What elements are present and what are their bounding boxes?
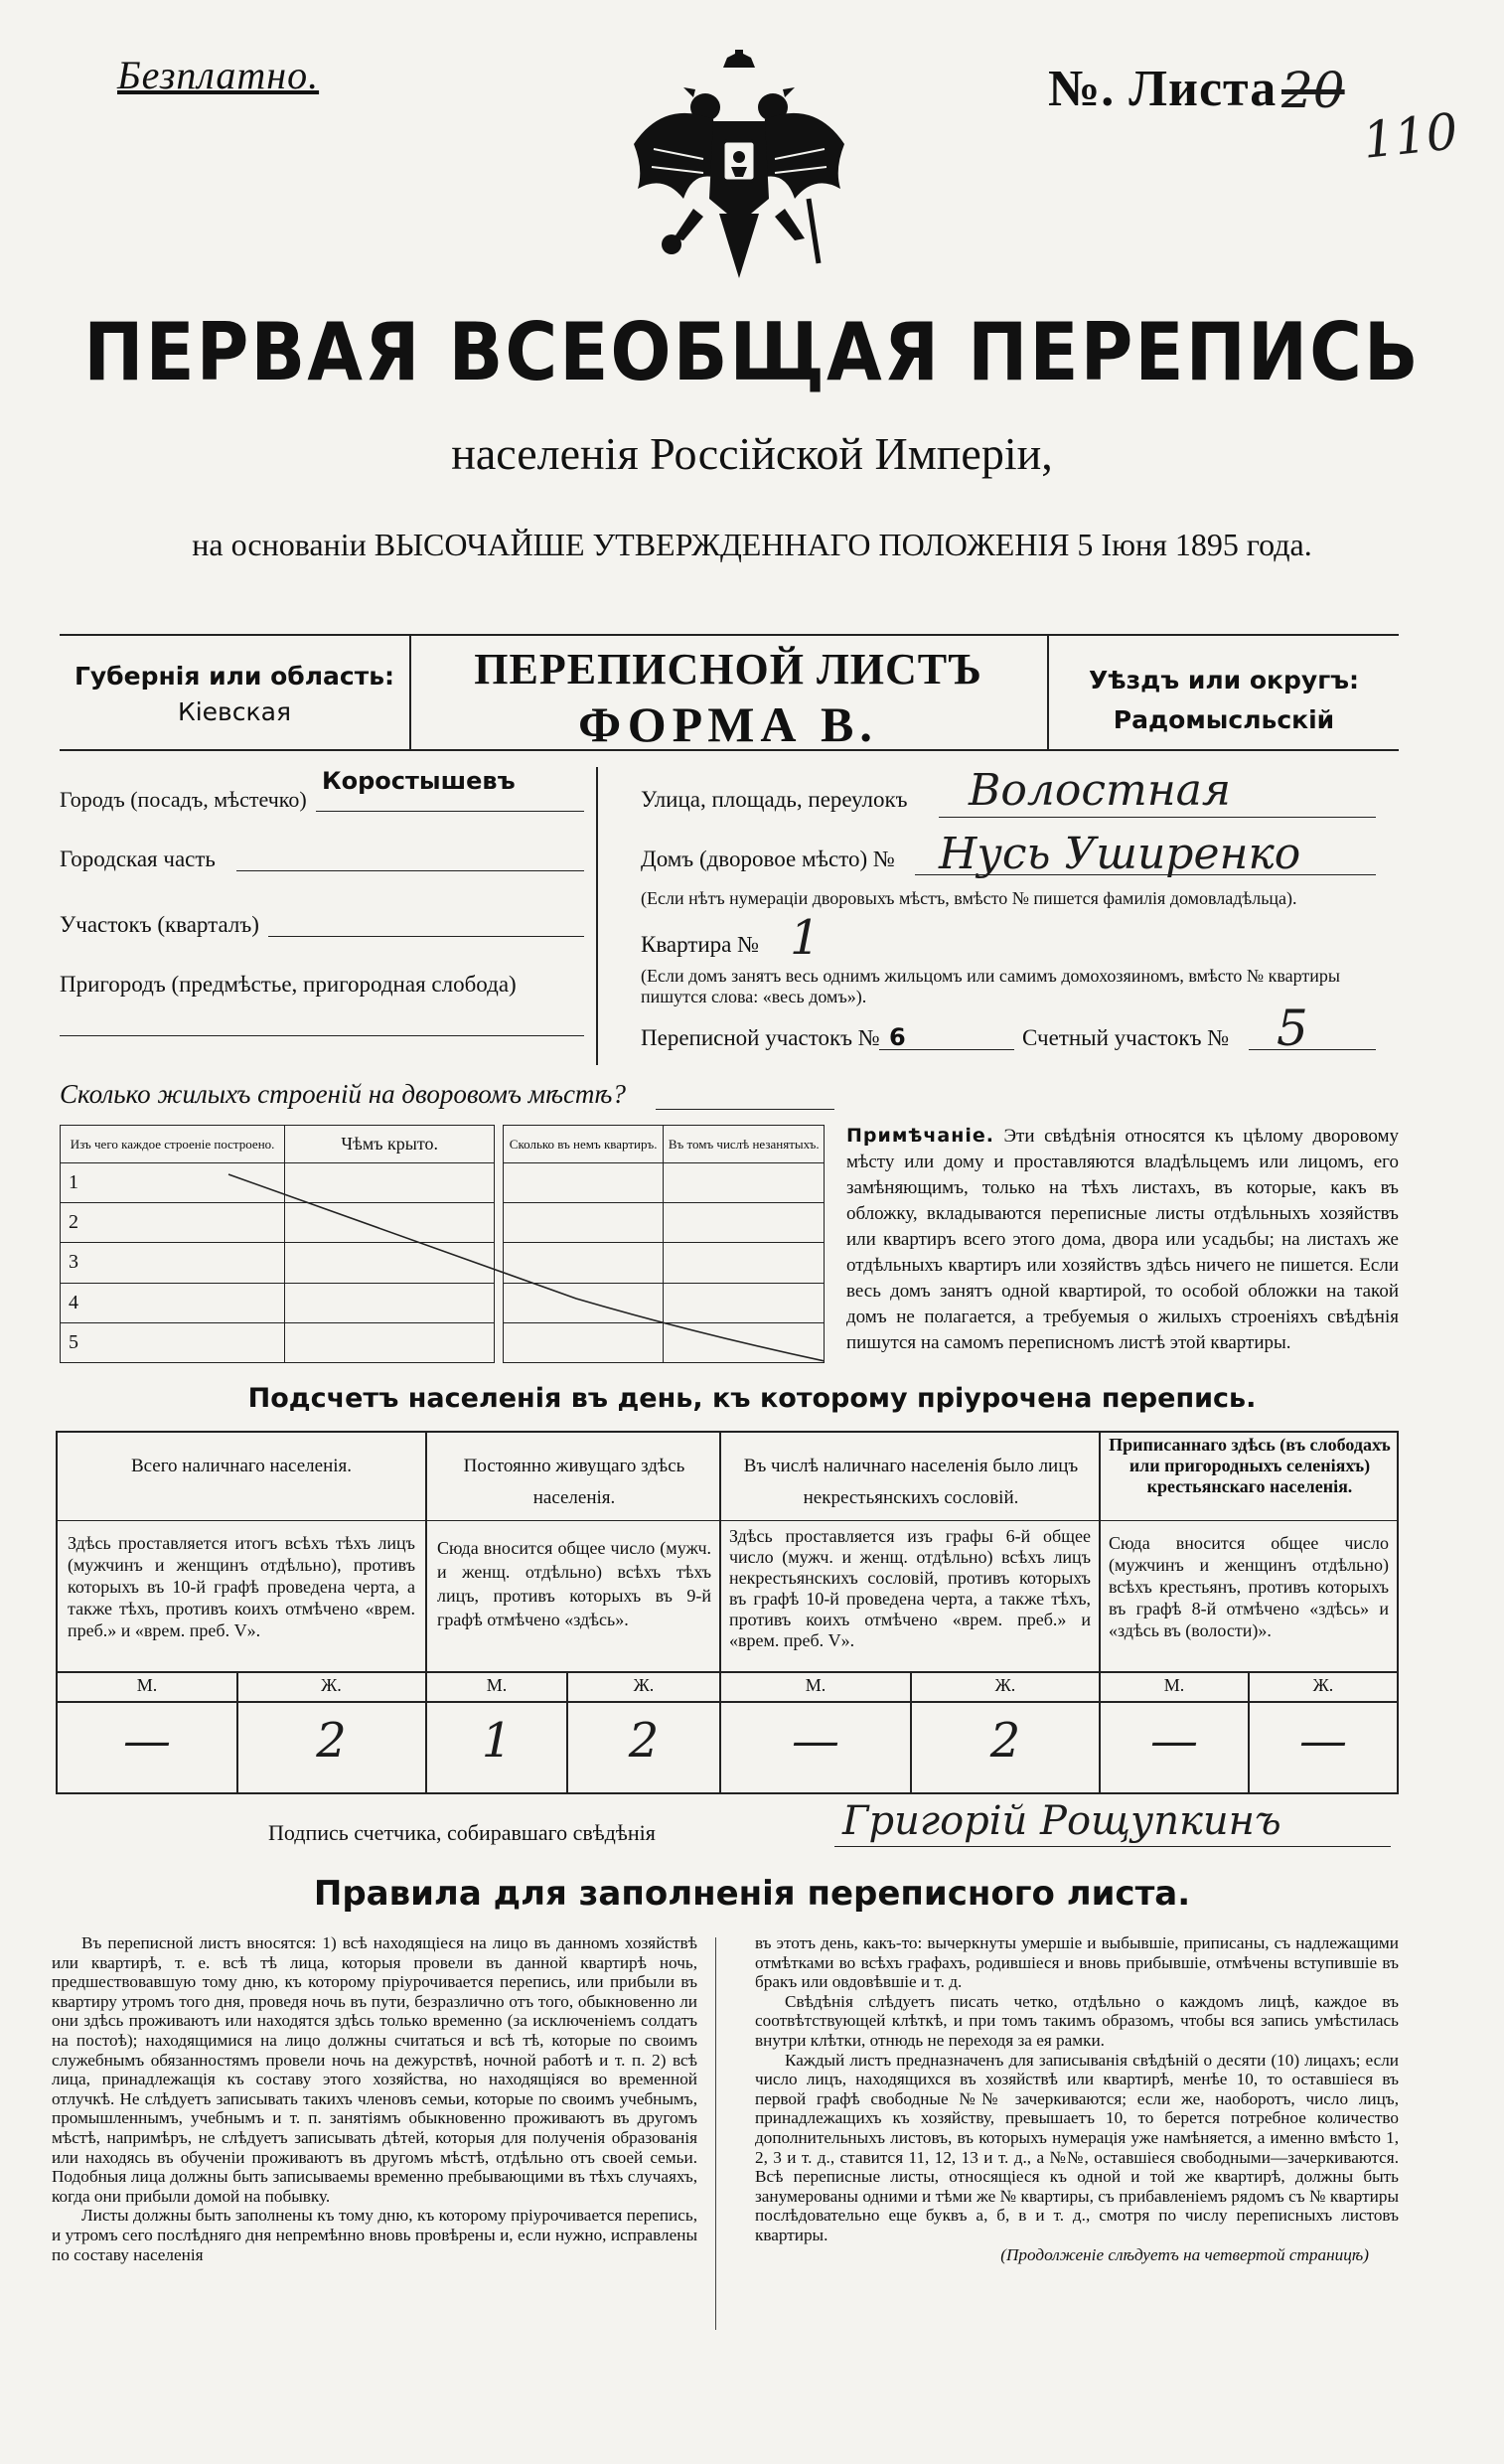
- buildings-question: Сколько жилыхъ строеній на дворовомъ мѣстѣ?: [60, 1079, 626, 1109]
- street-line: [939, 817, 1376, 818]
- street-label: Улица, площадь, переулокъ: [641, 787, 908, 812]
- sheet-title: ПЕРЕПИСНОЙ ЛИСТЪ: [474, 645, 982, 693]
- city-part-line: [236, 870, 584, 871]
- form-label: ФОРМА В.: [578, 696, 878, 752]
- signature-line: [834, 1846, 1391, 1847]
- count-col3-zh-label: Ж.: [994, 1675, 1016, 1695]
- rules-continued: (Продолженіе слѣдуетъ на четвертой страницѣ): [1000, 2244, 1369, 2264]
- basis-line: на основаніи ВЫСОЧАЙШЕ УТВЕРЖДЕННАГО ПОЛОЖЕНІЯ 5 Іюня 1895 года.: [192, 527, 1312, 562]
- count-col3-desc: Здѣсь проставляется изъ графы 6-й общее число (мужч. и женщ. отдѣльно) всѣхъ лицъ некрестьянскихъ сословій, противъ которыхъ въ графѣ 10-й проведена черта, а также тѣхъ, противъ коихъ отмѣчено «врем. преб.» и «врем. преб. V».: [729, 1526, 1091, 1650]
- count-area-line: [1249, 1049, 1376, 1050]
- table-row: 2: [61, 1203, 825, 1243]
- buildings-header-apartments: Сколько въ немъ квартиръ.: [503, 1126, 664, 1163]
- census-area-label: Переписной участокъ №: [641, 1025, 880, 1050]
- count-title: Подсчетъ населенія въ день, къ которому пріурочена перепись.: [247, 1383, 1257, 1414]
- count-col3-zh-value: 2: [989, 1713, 1021, 1769]
- rules-right-column: [755, 1933, 1399, 2264]
- signature-label: Подпись счетчика, собиравшаго свѣдѣнія: [268, 1820, 656, 1845]
- district-line: [268, 936, 584, 937]
- form-header-box: [60, 634, 1399, 751]
- city-line: [316, 811, 584, 812]
- buildings-header-material: Изъ чего каждое строеніе построено.: [61, 1126, 285, 1163]
- count-col1-zh-label: Ж.: [321, 1675, 342, 1695]
- count-col1-head: Всего наличнаго населенія.: [130, 1456, 353, 1476]
- apartment-value: 1: [790, 910, 821, 966]
- table-row: 1: [61, 1163, 825, 1203]
- address-right-column: [641, 765, 1406, 1063]
- street-value: Волостная: [969, 765, 1232, 816]
- count-col4-zh-value: —: [1299, 1713, 1347, 1769]
- note-text: Эти свѣдѣнія относятся къ цѣлому дворовому мѣсту или дому и проставляются владѣльцемъ или лицомъ, его замѣняющимъ, только на тѣхъ листахъ, въ которые, какъ въ обложку, вкладываются переписные листы отдѣльныхъ хозяйствъ или квартиръ всего этого дома, двора или усадьбы; на листахъ же отдѣльныхъ квартиръ или хозяйствъ здѣсь ничего не пишется. Если весь домъ занятъ одной квартирой, то особой обложки на такой домъ не полагается, а требуемыя о жилыхъ строеніяхъ свѣдѣнія пишутся на самомъ переписномъ листѣ этой квартиры.: [846, 1126, 1399, 1353]
- main-title: ПЕРВАЯ ВСЕОБЩАЯ ПЕРЕПИСЬ: [83, 304, 1421, 399]
- count-col3-head: Въ числѣ наличнаго населенія было лицъ некрестьянскихъ сословій.: [743, 1456, 1079, 1508]
- suburb-line: [60, 1035, 584, 1036]
- count-col1-m-label: М.: [136, 1675, 158, 1695]
- bleed-through-area: [10, 179, 606, 318]
- uezd-label: Уѣздъ или округъ:: [1088, 666, 1360, 694]
- count-col1-m-value: —: [123, 1713, 171, 1769]
- buildings-question-line: [656, 1109, 834, 1110]
- count-table: [56, 1431, 1399, 1794]
- census-area-value: 6: [889, 1023, 906, 1051]
- table-row: 3: [61, 1243, 825, 1283]
- bleed-through-area-right: [1053, 149, 1470, 298]
- count-area-value: 5: [1277, 1000, 1308, 1057]
- rules-left-column: [52, 1933, 697, 2264]
- sheet-number-corner: 110: [1360, 102, 1461, 170]
- table-row: 5: [61, 1322, 825, 1362]
- house-note: (Если нѣтъ нумераціи дворовыхъ мѣстъ, вмѣсто № пишется фамилія домовладѣльца).: [641, 888, 1297, 908]
- count-col1-zh-value: 2: [316, 1713, 347, 1769]
- double-headed-eagle-emblem: [624, 50, 854, 288]
- strike-through-line: [60, 1125, 825, 1363]
- address-left-column: [60, 765, 596, 1043]
- count-col4-head: Приписаннаго здѣсь (въ слободахъ или пригородныхъ селеніяхъ) крестьянскаго населенія.: [1109, 1435, 1391, 1496]
- buildings-header-roof: Чѣмъ крыто.: [285, 1126, 495, 1163]
- signature-value: Григорій Рощупкинъ: [842, 1798, 1281, 1844]
- subtitle: населенія Россійской Имперіи,: [451, 428, 1053, 479]
- uezd-value: Радомысльскій: [1113, 705, 1335, 734]
- count-col1-desc: Здѣсь проставляется итогъ всѣхъ тѣхъ лицъ (мужчинъ и женщинъ отдѣльно), противъ которыхъ въ 10-й графѣ проведена черта, а также тѣхъ, противъ коихъ отмѣчено «врем. преб.» и «врем. преб. V».: [68, 1533, 415, 1640]
- count-col2-zh-value: 2: [628, 1713, 660, 1769]
- count-col4-m-value: —: [1150, 1713, 1198, 1769]
- count-col2-head: Постоянно живущаго здѣсь населенія.: [463, 1456, 685, 1508]
- city-value: Коростышевъ: [322, 767, 516, 795]
- count-col2-desc: Сюда вносится общее число (мужч. и женщ. отдѣльно) всѣхъ тѣхъ лицъ, противъ которыхъ въ 9-й графѣ отмѣчено «здѣсь».: [437, 1538, 711, 1629]
- table-row: 4: [61, 1283, 825, 1322]
- rules-title: Правила для заполненія переписного листа.: [313, 1874, 1191, 1914]
- rules-right-paragraph-1: въ этотъ день, какъ-то: вычеркнуты умершіе и выбывшіе, приписаны, съ надлежащими отмѣтками во всѣхъ графахъ, родившіеся и вновь прибывшіе, отмѣчены вступившіе въ бракъ или овдовѣвшіе и т. д.: [755, 1933, 1399, 1992]
- count-col4-zh-label: Ж.: [1312, 1675, 1334, 1695]
- house-value: Нусь Уширенко: [939, 829, 1301, 879]
- free-label: Безплатно.: [117, 53, 320, 97]
- count-col2-zh-label: Ж.: [633, 1675, 655, 1695]
- gubernia-value: Кіевская: [177, 697, 291, 726]
- rules-left-paragraph-2: Листы должны быть заполнены къ тому дню, къ которому пріурочивается перепись, и утромъ сего послѣдняго дня непремѣнно вновь провѣрены и, если нужно, исправлены по составу населенія: [52, 2206, 697, 2264]
- rules-right-paragraph-3: Каждый листъ предназначенъ для записыванія свѣдѣній о десяти (10) лицахъ; если число лицъ, находящихся въ хозяйствѣ или квартирѣ, менѣе 10, то оставшіеся въ первой графѣ свободные №№ зачеркиваются; если же, наоборотъ, число лицъ, принадлежащихъ къ хозяйству, превышаетъ 10, то берется потребное количество дополнительныхъ листовъ, въ которыхъ нумерація уже намѣняется, а именно вмѣсто 1, 2, 3 и т. д., ставится 11, 12, 13 и т. д., а №№, оставшіеся свободными—зачеркиваются. Всѣ переписные листы, относящіеся къ одной и той же квартирѣ, должны быть занумерованы одними и тѣми же № квартиры, съ прибавленіемъ рядомъ съ № квартиры послѣдовательно еще буквъ а, б, в и т. д., смотря по числу переписныхъ листовъ квартиры.: [755, 2050, 1399, 2244]
- district-label: Участокъ (кварталъ): [60, 912, 259, 937]
- house-label: Домъ (дворовое мѣсто) №: [641, 847, 895, 871]
- rules-right-paragraph-2: Свѣдѣнія слѣдуетъ писать четко, отдѣльно о каждомъ лицѣ, каждое въ соотвѣтствующей клѣткѣ, и при томъ такимъ образомъ, чтобы вся запись умѣстилась внутри клѣтки, отнюдь не переходя за ея рамки.: [755, 1991, 1399, 2050]
- house-line: [915, 874, 1376, 875]
- buildings-header-vacant: Въ томъ числѣ незанятыхъ.: [664, 1126, 825, 1163]
- apartment-label: Квартира №: [641, 932, 760, 957]
- rules-divider: [715, 1937, 716, 2330]
- address-divider: [596, 767, 598, 1065]
- buildings-note: [846, 1123, 1399, 1356]
- suburb-label: Пригородъ (предмѣстье, пригородная слобода): [60, 972, 517, 997]
- rules-left-paragraph-1: Въ переписной листъ вносятся: 1) всѣ находящіеся на лицо въ данномъ хозяйствѣ или квартирѣ, т. е. всѣ тѣ лица, которыя провели въ данной квартирѣ ночь, предшествовавшую тому дню, къ которому пріурочивается перепись, или прибыли въ квартиру утромъ того дня, проведя ночь въ пути, безразлично отъ того, обыкновенно ли они здѣсь проживаютъ или находятся здѣсь только временно (за исключеніемъ солдатъ на постоѣ); находящимися на лицо должны считаться и всѣ тѣ, которые по своимъ служебнымъ обязанностямъ провели ночь на дежурствѣ, ночной работѣ и т. п. 2) всѣ лица, принадлежащія къ составу этого хозяйства, но находящіяся во временной отлучкѣ. Не слѣдуетъ записывать такихъ членовъ семьи, которые по своимъ учебнымъ, промышленнымъ, учебнымъ и т. п. занятіямъ обыкновенно проживаютъ въ другомъ мѣстѣ, напримѣръ, не слѣдуетъ записывать дѣтей, которыя для полученія образованія или находясь въ обученіи проживаютъ въ другомъ мѣстѣ, отдѣльно отъ своей семьи. Подобныя лица должны быть записываемы временно пребывающими въ тѣхъ случаяхъ, когда они прибыли домой на побывку.: [52, 1933, 697, 2206]
- count-col4-desc: Сюда вносится общее число (мужчинъ и женщинъ отдѣльно) всѣхъ крестьянъ, противъ которыхъ въ графѣ 8-й отмѣчено «здѣсь» и «здѣсь въ (волости)».: [1109, 1533, 1389, 1640]
- sheet-number-label: №. Листа: [1048, 61, 1278, 117]
- city-part-label: Городская часть: [60, 847, 216, 871]
- count-col3-m-value: —: [792, 1713, 839, 1769]
- city-label: Городъ (посадъ, мѣстечко): [60, 787, 307, 812]
- count-col4-m-label: М.: [1163, 1675, 1185, 1695]
- count-col2-m-value: 1: [481, 1713, 513, 1769]
- note-title: Примѣчаніе.: [846, 1125, 994, 1147]
- gubernia-label: Губернія или область:: [74, 662, 395, 691]
- count-col3-m-label: М.: [805, 1675, 827, 1695]
- count-col2-m-label: М.: [486, 1675, 508, 1695]
- census-area-line: [879, 1049, 1014, 1050]
- count-area-label: Счетный участокъ №: [1022, 1025, 1230, 1050]
- apartment-note: (Если домъ занятъ весь однимъ жильцомъ или самимъ домохозяиномъ, вмѣсто № квартиры пишутся слова: «весь домъ»).: [641, 966, 1340, 1006]
- sheet-number-value: 20: [1281, 62, 1345, 119]
